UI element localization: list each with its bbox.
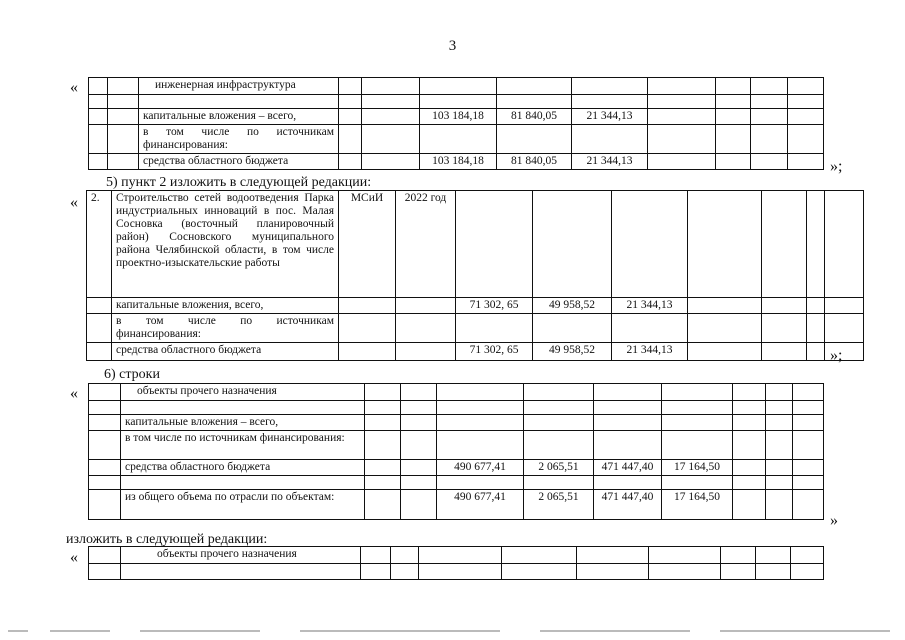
value-cell: 71 302, 65	[456, 298, 533, 314]
item-number: 2.	[87, 191, 112, 298]
value-cell: 490 677,41	[437, 460, 524, 476]
value-cell: 2 065,51	[524, 490, 594, 520]
section-title: объекты прочего назначения	[121, 384, 365, 401]
value-cell: 49 958,52	[533, 343, 612, 361]
table-row	[89, 125, 824, 154]
table-other-objects	[88, 383, 824, 520]
table-row	[87, 298, 864, 314]
table-sewer-construction	[86, 190, 864, 361]
organization: МСиИ	[339, 191, 396, 298]
value-cell: 49 958,52	[533, 298, 612, 314]
value-cell: 490 677,41	[437, 490, 524, 520]
table-row	[89, 460, 824, 476]
close-quote: »	[830, 512, 838, 529]
table-row	[89, 401, 824, 415]
value-cell: 71 302, 65	[456, 343, 533, 361]
value-cell: 471 447,40	[594, 490, 662, 520]
row-label: капитальные вложения, всего,	[112, 298, 339, 314]
row-label: в том числе по источникам финансирования:	[121, 431, 365, 460]
open-quote: «	[70, 385, 78, 402]
open-quote: «	[70, 79, 78, 96]
scan-artifact	[50, 630, 110, 632]
value-cell: 103 184,18	[420, 154, 497, 170]
row-label: капитальные вложения – всего,	[139, 109, 339, 125]
scan-artifact	[720, 630, 890, 632]
value-cell: 471 447,40	[594, 460, 662, 476]
open-quote: «	[70, 194, 78, 211]
table-row	[89, 109, 824, 125]
row-label: из общего объема по отрасли по объектам:	[121, 490, 365, 520]
close-quote: »;	[830, 158, 843, 175]
table-row	[87, 343, 864, 361]
year: 2022 год	[396, 191, 456, 298]
scan-artifact	[140, 630, 260, 632]
page-number: 3	[448, 38, 457, 54]
row-label: средства областного бюджета	[139, 154, 339, 170]
table-row	[89, 476, 824, 490]
open-quote: «	[70, 549, 78, 566]
value-cell: 2 065,51	[524, 460, 594, 476]
table-row	[89, 384, 824, 401]
section-heading: 5) пункт 2 изложить в следующей редакции:	[106, 175, 372, 190]
row-label: капитальные вложения – всего,	[121, 415, 365, 431]
row-label: средства областного бюджета	[112, 343, 339, 361]
table-engineering-infrastructure	[88, 77, 824, 170]
table-other-objects-new	[88, 546, 824, 580]
scan-artifact	[300, 630, 500, 632]
table-row	[89, 95, 824, 109]
close-quote: »;	[830, 347, 843, 364]
value-cell: 17 164,50	[662, 490, 733, 520]
section-heading: 6) строки	[104, 367, 160, 382]
table-row	[89, 564, 824, 580]
scan-artifact	[540, 630, 690, 632]
table-row	[89, 78, 824, 95]
table-row	[89, 415, 824, 431]
value-cell: 21 344,13	[572, 109, 648, 125]
table-row	[89, 490, 824, 520]
value-cell: 103 184,18	[420, 109, 497, 125]
section-heading: изложить в следующей редакции:	[66, 532, 268, 547]
value-cell: 81 840,05	[497, 154, 572, 170]
value-cell: 17 164,50	[662, 460, 733, 476]
table-row	[87, 191, 864, 298]
row-label: в том числе по источникам финансирования:	[139, 125, 339, 154]
table-row	[89, 431, 824, 460]
table-row	[89, 154, 824, 170]
value-cell: 81 840,05	[497, 109, 572, 125]
table-row	[89, 547, 824, 564]
section-title: объекты прочего назначения	[121, 547, 361, 564]
row-label: в том числе по источникам финансирования:	[112, 314, 339, 343]
value-cell: 21 344,13	[612, 343, 688, 361]
table-row	[87, 314, 864, 343]
row-label: средства областного бюджета	[121, 460, 365, 476]
project-name: Строительство сетей водоотведения Парка индустриальных инноваций в пос. Малая Сосновка (восточный планировочный район) Сосновского муниципального района Челябинской области, в том числе проектно-изыскательские работы	[112, 191, 339, 298]
scan-artifact	[8, 630, 28, 632]
section-title: инженерная инфраструктура	[139, 78, 339, 95]
value-cell: 21 344,13	[572, 154, 648, 170]
value-cell: 21 344,13	[612, 298, 688, 314]
